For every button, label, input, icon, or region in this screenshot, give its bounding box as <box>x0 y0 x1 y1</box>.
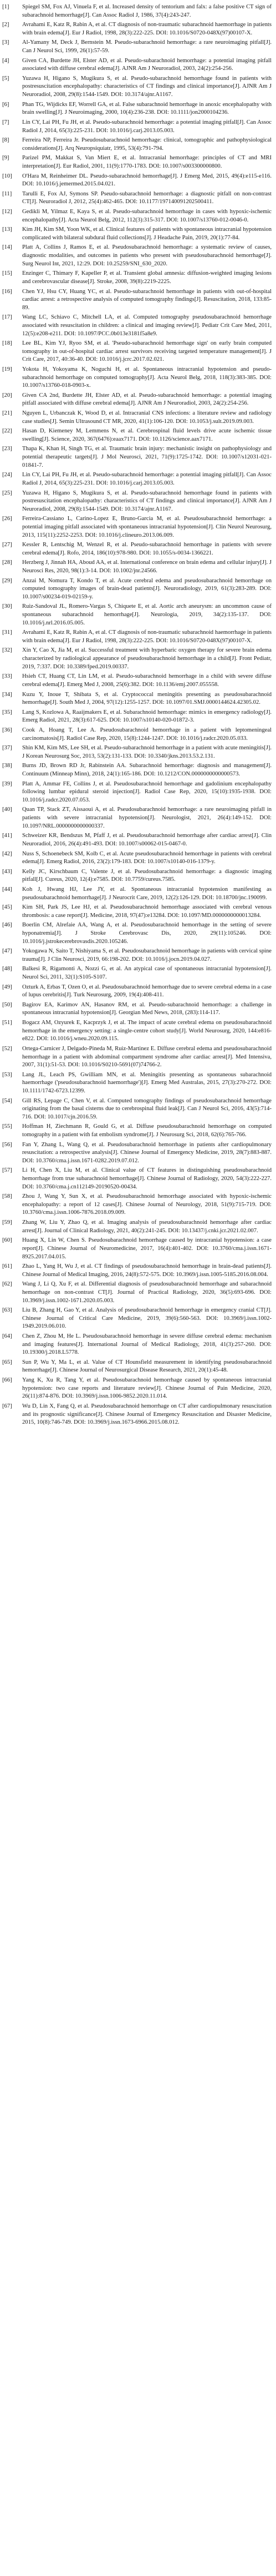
reference-text: Shin KM, Kim MS, Lee SH, et al. Pseudo-subarachnoid hemorrhage in a patient with acute meningitis[J]. J Korean Neurosurg Soc, 2013, 53(2):131-133. DOI: 10.3340/jkns.2013.53.2.131. <box>22 745 272 759</box>
reference-number: [41] <box>2 833 12 839</box>
reference-item <box>2 154 272 170</box>
reference-item <box>2 832 272 848</box>
reference-number: [11] <box>2 190 12 197</box>
reference-number: [57] <box>2 1167 12 1174</box>
reference-number: [40] <box>2 806 12 813</box>
reference-number: [30] <box>2 603 12 610</box>
reference-item <box>2 392 272 408</box>
reference-number: [39] <box>2 780 12 787</box>
reference-text: Given CA 2nd, Burdette JH, Elster AD, et al. Pseudo-subarachnoid hemorrhage: a potential imaging pitfall associated with diffuse cerebral edema[J]. AJNR Am J Neuroradiol, 2003, 24(2):254-256. <box>22 392 272 407</box>
reference-text: Wang J, Li Q, Xu F, et al. Differential diagnosis of pseudosubarachnoid hemorrhage and subarachnoid hemorrhage on non-contrast CT[J]. Journal of Practical Radiology, 2020, 36(5):693-696. DOI: 10.3969/j.issn.1002-1671.2020.05.003. <box>22 1281 272 1304</box>
reference-item <box>2 1167 272 1191</box>
reference-number: [48] <box>2 966 12 972</box>
reference-item <box>2 806 272 830</box>
reference-text: Lee BL, Kim YJ, Ryoo SM, et al. 'Pseudo-subarachnoid hemorrhage sign' on early brain computed tomography in out-of-hospital cardiac arrest survivors receiving targeted temperature management[J]. J Crit Care, 2017, 40:36-40. DOI: 10.1016/j.jcrc.2017.02.021. <box>22 340 272 363</box>
reference-number: [32] <box>2 647 12 654</box>
reference-text: Hsieh CT, Huang CT, Lin LM, et al. Pseudo-subarachnoid hemorrhage in a child with severe diffuse cerebral edema[J]. Emerg Med J, 2008, 25(6):382. DOI: 10.1136/emj.2007.055558. <box>22 673 272 688</box>
reference-number: [23] <box>2 446 12 452</box>
reference-text: Kim SH, Park JS, Lee HJ, et al. Pseudosubarachnoid hemorrhage associated with cerebral venous thrombosis: a case report[J]. Medicine, 2018, 97(47):e13284. DOI: 10.1097/MD.0000000000013284. <box>22 904 272 919</box>
reference-text: Avrahami E, Katz R, Rabin A, et al. CT diagnosis of non-traumatic subarachnoid haemorrhage in patients with brain edema[J]. Eur J Radiol, 1998, 28(3):222-225. DOI: 10.1016/S0720-048X(97)00107-X. <box>22 22 272 36</box>
reference-number: [53] <box>2 1071 12 1078</box>
reference-item <box>2 850 272 866</box>
reference-text: Lin CY, Lai PH, Fu JH, et al. Pseudo-subarachnoid hemorrhage: a potential imaging pitfall[J]. Can Assoc Radiol J, 2014, 65(3):225-231. DOI: 10.1016/j.carj.2013.05.003. <box>22 472 272 486</box>
reference-item <box>2 75 272 99</box>
reference-text: Lang S, Kozlowa A, Raaijmakers E, et al. Subarachnoid hemorrhage: mimics in emergency radiology[J]. Emerg Radiol, 2021, 28(3):617-625. DOI: 10.1007/s10140-020-01872-3. <box>22 709 272 724</box>
reference-number: [61] <box>2 1263 12 1270</box>
reference-number: [46] <box>2 922 12 929</box>
reference-item <box>2 1281 272 1305</box>
reference-item <box>2 1001 272 1017</box>
reference-text: Gill RS, Lepage C, Chen V, et al. Computed tomography findings of pseudosubarachnoid hemorrhage originating from the basal cisterns due to cerebrospinal fluid leak[J]. Can J Neurol Sci, 2016, 43(5):714-716. DOI: 10.1017/cjn.2016.59. <box>22 1097 272 1120</box>
reference-text: Kelly JC, Kirschbaum C, Valente J, et al. Pseudosubarachnoid hemorrhage: a diagnostic imaging pitfall[J]. Cureus, 2020, 12(4):e7585. DOI: 10.7759/cureus.7585. <box>22 868 272 883</box>
reference-item <box>2 868 272 884</box>
reference-text: Enzinger C, Thimary F, Kapeller P, et al. Transient global amnesia: diffusion-weighted imaging lesions and cerebrovascular disease[J]. Stroke, 2008, 39(8):2219-2225. <box>22 270 272 285</box>
reference-number: [55] <box>2 1123 12 1130</box>
reference-item <box>2 709 272 725</box>
reference-text: Cook A, Hoang T, Lee A. Pseudosubarachnoid hemorrhage in a patient with leptomeningeal carcinomatosis[J]. Radiol Case Rep, 2020, 15(8):1244-1247. DOI: 10.1016/j.radcr.2020.05.033. <box>22 727 272 742</box>
reference-text: Sun P, Wu Y, Ma L, et al. Value of CT Hounsfield measurement in identifying pseudosubarachnoid hemorrhage[J]. Chinese Journal of Neurosurgical Disease Research, 2021, 20(1):45-48. <box>22 1359 272 1374</box>
reference-item <box>2 1219 272 1235</box>
reference-text: Kessler R, Lentschig M, Wenzel R, et al. Pseudo-subarachnoid hemorrhage in patients with severe cerebral edema[J]. Rofo, 2014, 186(10):978-980. DOI: 10.1055/s-0034-1366221. <box>22 542 272 556</box>
reference-item <box>2 629 272 645</box>
reference-item <box>2 190 272 206</box>
reference-number: [1] <box>2 4 9 10</box>
reference-text: Wu D, Lin X, Fang Q, et al. Pseudosubarachnoid hemorrhage on CT after cardiopulmonary resuscitation and its prognostic significance[J]. Chinese Journal of Emergency Resuscitation and Disaster Medicine, 2015, 10(8):746-749. DOI: 10.3969/j.issn.1673-6966.2015.08.012. <box>22 1403 272 1426</box>
reference-text: O'Hara M, Reinheimer DL. Pseudo-subarachnoid hemorrhage[J]. J Emerg Med, 2015, 49(4):e115-e116. DOI: 10.1016/j.jemermed.2015.04.021. <box>22 173 272 188</box>
reference-number: [21] <box>2 410 12 417</box>
reference-item <box>2 270 272 286</box>
reference-number: [51] <box>2 1020 12 1026</box>
reference-item <box>2 984 272 1000</box>
reference-text: Ortega-Carnicer J, Delgado-Pineda M, Ruiz-Martinez E. Diffuse cerebral edema and pseudosubarachnoid hemorrhage in a patient with abdominal compartment syndrome after cardiac arrest[J]. Med Intensiva, 2007, 31(1):51-53. DOI: 10.1016/S0210-5691(07)74766-2. <box>22 1045 272 1068</box>
reference-item <box>2 515 272 540</box>
reference-number: [15] <box>2 270 12 277</box>
reference-item <box>2 577 272 602</box>
reference-text: Huang X, Lin W, Chen S. Pseudosubarachnoid hemorrhage caused by intracranial hypotension: a case report[J]. Chinese Journal of Neuromedicine, 2017, 16(4):401-402. DOI: 10.3760/cma.j.issn.1671-8925.2017.04.015. <box>22 1237 272 1260</box>
reference-item <box>2 410 272 426</box>
reference-text: Nuss S, Schoenebeck SM, Kolb C, et al. Acute pseudosubarachnoid hemorrhage in patients with cerebral edema[J]. Emerg Radiol, 2016, 23(2):179-183. DOI: 10.1007/s10140-016-1379-y. <box>22 850 272 865</box>
reference-number: [25] <box>2 490 12 496</box>
reference-item <box>2 1193 272 1217</box>
reference-number: [59] <box>2 1219 12 1226</box>
reference-text: Ozturk A, Erbas T, Ozen O, et al. Pseudosubarachnoid hemorrhage due to severe cerebral edema in a case of lupus cerebritis[J]. Turk Neurosurg, 2009, 19(4):408-411. <box>22 984 272 999</box>
reference-text: Tarulli E, Fox AJ, Symons SP. Pseudo-subarachnoid hemorrhage: a diagnostic pitfall on non-contrast CT[J]. Neuroradiol J, 2012, 25(4):462-465. DOI: 10.1177/197140091202500411. <box>22 190 272 205</box>
reference-text: Kim JH, Kim SM, Yoon WK, et al. Clinical features of patients with spontaneous intracranial hypotension complicated with bilateral subdural fluid collections[J]. J Headache Pain, 2019, 20(1):77-84. <box>22 226 272 241</box>
reference-text: Lang JL, Leach PS, Gwilliam MN, et al. Meningitis presenting as spontaneous subarachnoid haemorrhage ('pseudosubarachnoid haemorrhage')[J]. Emerg Med Australas, 2015, 27(3):270-272. DOI: 10.1111/1742-6723.12399. <box>22 1071 272 1094</box>
reference-text: Hoffman H, Ziechmann R, Gould G, et al. Diffuse pseudosubarachnoid hemorrhage on computed tomography in a patient with fat embolism syndrome[J]. J Neurosurg Sci, 2018, 62(6):765-766. <box>22 1123 272 1138</box>
reference-item <box>2 1141 272 1166</box>
reference-item <box>2 1333 272 1357</box>
reference-text: Liu B, Zhang H, Gao Y, et al. Analysis of pseudosubarachnoid hemorrhage in emergency cranial CT[J]. Chinese Journal of Critical Care Medicine, 2019, 39(6):560-563. DOI: 10.3969/j.issn.1002-1949.2019.06.010. <box>22 1307 272 1330</box>
reference-number: [16] <box>2 288 12 295</box>
reference-item <box>2 366 272 390</box>
reference-number: [66] <box>2 1377 12 1384</box>
reference-text: Ruiz-Sandoval JL, Romero-Vargas S, Chiquete E, et al. Aortic arch aneurysm: an uncommon cause of spontaneous subarachnoid hemorrhage[J]. Neurologia, 2019, 34(2):135-137. DOI: 10.1016/j.nrl.2016.05.005. <box>22 603 272 626</box>
reference-number: [44] <box>2 886 12 893</box>
reference-number: [52] <box>2 1045 12 1052</box>
reference-number: [65] <box>2 1359 12 1365</box>
reference-list <box>2 3 272 1427</box>
reference-item <box>2 780 272 805</box>
reference-text: Hasan D, Kiemeney M, Lemmens N, et al. Cerebrospinal fluid levels drive acute ischemic tissue swelling[J]. Science, 2020, 367(6476):eaax7171. DOI: 10.1126/science.aax7171. <box>22 428 272 442</box>
reference-number: [56] <box>2 1141 12 1148</box>
reference-text: Wang LC, Schiavo C, Mitchell LA, et al. Computed tomography pseudosubarachnoid hemorrhage associated with resuscitation in children: a clinical and imaging review[J]. Pediatr Crit Care Med, 2011, 12(5):e208-e211. DOI: 10.1097/PCC.0b013e3181f5a8e9. <box>22 314 272 337</box>
reference-text: Gedikli M, Yilmaz E, Kaya S, et al. Pseudo-subarachnoid hemorrhage in cases with hypoxic-ischemic encephalopathy[J]. Acta Neurol Belg, 2012, 112(3):315-317. DOI: 10.1007/s13760-012-0046-0. <box>22 209 272 223</box>
reference-number: [7] <box>2 119 9 125</box>
reference-item <box>2 288 272 312</box>
reference-text: Zhao L, Yang H, Wu J, et al. CT findings of pseudosubarachnoid hemorrhage in brain-dead patients[J]. Chinese Journal of Medical Imaging, 2016, 24(8):572-575. DOI: 10.3969/j.issn.1005-5185.2016.08.004. <box>22 1263 272 1278</box>
reference-text: Boerlin CM, Alrefaie AA, Wang A, et al. Pseudosubarachnoid hemorrhage in the setting of severe hyponatremia[J]. J Stroke Cerebrovasc Dis, 2020, 29(11):105246. DOI: 10.1016/j.jstrokecerebrovasdis.2020.105246. <box>22 922 272 945</box>
reference-number: [67] <box>2 1403 12 1409</box>
reference-number: [13] <box>2 226 12 233</box>
reference-number: [8] <box>2 137 9 144</box>
reference-text: Given CA, Burdette JH, Elster AD, et al. Pseudo-subarachnoid hemorrhage: a potential imaging pitfall associated with diffuse cerebral edema[J]. AJNR Am J Neuroradiol, 2003, 24(2):254-256. <box>22 57 272 72</box>
reference-text: Burns JD, Brown RD Jr, Rabinstein AA. Subarachnoid hemorrhage: diagnosis and management[J]. Continuum (Minneap Minn), 2018, 24(1):165-186. DOI: 10.1212/CON.0000000000000573. <box>22 763 272 778</box>
reference-text: Yuzawa H, Higano S, Mugikura S, et al. Pseudo-subarachnoid hemorrhage found in patients with postresuscitation encephalopathy: characteristics of CT findings and clinical importance[J]. AJNR Am J Neuroradiol, 2008, 29(8):1544-1549. DOI: 10.3174/ajnr.A1167. <box>22 75 272 98</box>
reference-number: [20] <box>2 392 12 399</box>
reference-item <box>2 744 272 760</box>
reference-text: Yang K, Xu R, Tang Y, et al. Pseudosubarachnoid hemorrhage caused by spontaneous intracranial hypotension: two case reports and literature review[J]. Chinese Journal of Pain Medicine, 2020, 26(11):874-876. DOI: 10.3969/j.issn.1006-9852.2020.11.014. <box>22 1377 272 1400</box>
reference-number: [18] <box>2 340 12 347</box>
reference-item <box>2 1097 272 1122</box>
reference-text: Ferreira-Cassiano L, Carino-Lopez E, Bruno-Garcia M, et al. Pseudosubarachnoid hemorrhage: a potential imaging pitfall associated with spontaneous intracranial hypotension[J]. Clin Neurol Neurosurg, 2013, 115(11):2252-2253. DOI: 10.1016/j.clineuro.2013.06.009. <box>22 516 272 538</box>
reference-item <box>2 39 272 55</box>
reference-item <box>2 119 272 135</box>
reference-text: Zhou J, Wang Y, Sun X, et al. Pseudosubarachnoid hemorrhage associated with hypoxic-ischemic encephalopathy: a report of 12 cases[J]. Chinese Journal of Neurology, 2018, 51(9):715-719. DOI: 10.3760/cma.j.issn.1006-7876.2018.09.009. <box>22 1193 272 1216</box>
reference-number: [45] <box>2 904 12 911</box>
reference-text: Yuzawa H, Higano S, Mugikura S, et al. Pseudo-subarachnoid hemorrhage found in patients with postresuscitation encephalopathy: characteristics of CT findings and clinical importance[J]. AJNR Am J Neuroradiol, 2008, 29(8):1544-1549. DOI: 10.3174/ajnr.A1167. <box>22 490 272 512</box>
reference-number: [42] <box>2 850 12 857</box>
reference-item <box>2 603 272 627</box>
reference-text: Parizel PM, Makkat S, Van Miert E, et al. Intracranial hemorrhage: principles of CT and MRI interpretation[J]. Eur Radiol, 2001, 11(9):1770-1783. DOI: 10.1007/s003300000800. <box>22 155 272 169</box>
reference-text: Avrahami E, Katz R, Rabin A, et al. CT diagnosis of non-traumatic subarachnoid haemorrhage in patients with brain edema[J]. Eur J Radiol, 1998, 28(3):222-225. DOI: 10.1016/S0720-048X(97)00107-X. <box>22 629 272 644</box>
reference-item <box>2 244 272 268</box>
reference-text: Phan TG, Wijdicks EF, Worrell GA, et al. False subarachnoid hemorrhage in anoxic encephalopathy with brain swelling[J]. J Neuroimaging, 2000, 10(4):236-238. DOI: 10.1111/jon2000104236. <box>22 101 272 116</box>
reference-item <box>2 1263 272 1279</box>
reference-item <box>2 1123 272 1139</box>
reference-number: [28] <box>2 559 12 566</box>
reference-text: Yokogawa N, Saito T, Nishiyama S, et al. Pseudosubarachnoid hemorrhage in patients with cervical spine trauma[J]. J Clin Neurosci, 2019, 66:198-202. DOI: 10.1016/j.jocn.2019.04.027. <box>22 948 272 962</box>
reference-item <box>2 559 272 575</box>
reference-text: Chen YJ, Hsu CY, Huang YC, et al. Pseudo-subarachnoid hemorrhage in patients with out-of-hospital cardiac arrest: a retrospective analysis of computed tomography findings[J]. Resuscitation, 2018, 133:85-89. <box>22 288 272 311</box>
reference-number: [24] <box>2 472 12 478</box>
reference-number: [6] <box>2 101 9 108</box>
reference-text: Schweizer KR, Bendszus M, Pfaff J, et al. Pseudosubarachnoid hemorrhage after cardiac arrest[J]. Clin Neuroradiol, 2016, 26(4):491-493. DOI: 10.1007/s00062-015-0467-0. <box>22 833 272 847</box>
reference-number: [10] <box>2 173 12 179</box>
reference-item <box>2 541 272 557</box>
reference-item <box>2 1307 272 1331</box>
reference-number: [58] <box>2 1193 12 1200</box>
reference-item <box>2 727 272 743</box>
reference-item <box>2 21 272 37</box>
reference-text: Zhang W, Liu Y, Zhao Q, et al. Imaging analysis of pseudosubarachnoid hemorrhage after cardiac arrest[J]. Journal of Clinical Radiology, 2021, 40(2):241-245. DOI: 10.13437/j.cnki.jcr.2021.02.007. <box>22 1219 272 1234</box>
reference-item <box>2 921 272 946</box>
reference-item <box>2 427 272 443</box>
reference-item <box>2 904 272 920</box>
reference-item <box>2 1071 272 1096</box>
reference-item <box>2 137 272 153</box>
reference-item <box>2 490 272 514</box>
reference-text: Nguyen L, Urbanczak K, Wood D, et al. Intracranial CNS infections: a literature review and radiology case studies[J]. Semin Ultrasound CT MR, 2020, 41(1):106-120. DOI: 10.1053/j.sult.2019.09.003. <box>22 410 272 425</box>
reference-item <box>2 314 272 338</box>
reference-number: [60] <box>2 1237 12 1244</box>
reference-text: Ferreira NP, Ferreira Jr. Pseudosubarachnoid hemorrhage: clinical, tomographic and pathophysiological considerations[J]. Arq Neuropsiquiatr, 1995, 53(4):791-794. <box>22 137 272 152</box>
reference-number: [38] <box>2 763 12 769</box>
reference-number: [27] <box>2 542 12 548</box>
reference-number: [35] <box>2 709 12 715</box>
reference-item <box>2 1237 272 1261</box>
reference-item <box>2 1019 272 1043</box>
reference-item <box>2 673 272 689</box>
reference-number: [49] <box>2 984 12 990</box>
reference-text: Platt A, Ammar FE, Collins J, et al. Pseudosubarachnoid hemorrhage and gadolinium encephalopathy following lumbar epidural steroid injection[J]. Radiol Case Rep, 2020, 15(10):1935-1938. DOI: 10.1016/j.radcr.2020.07.053. <box>22 780 272 803</box>
reference-text: Bagirov EA, Karimov AN, Hasanov RM, et al. Pseudo-subarachnoid hemorrhage: a challenge in spontaneous intracranial hypotension[J]. Georgian Med News, 2018, (283):114-117. <box>22 1001 272 1016</box>
reference-item <box>2 762 272 778</box>
reference-item <box>2 1045 272 1070</box>
reference-item <box>2 340 272 364</box>
reference-number: [4] <box>2 57 9 64</box>
reference-number: [47] <box>2 948 12 955</box>
reference-number: [26] <box>2 516 12 522</box>
reference-number: [14] <box>2 244 12 251</box>
reference-text: Balkesi R, Rigamonti A, Nozzi G, et al. An atypical case of spontaneous intracranial hypotension[J]. Neurol Sci, 2011, 32(1):S105-S107. <box>22 966 272 981</box>
reference-item <box>2 3 272 19</box>
reference-text: Platt A, Collins J, Ramos E, et al. Pseudosubarachnoid hemorrhage: a systematic review of causes, diagnostic modalities, and outcomes in patients who present with pseudosubarachnoid hemorrhage[J]. Surg Neurol Int, 2021, 12:29. DOI: 10.25259/SNI_630_2020. <box>22 244 272 267</box>
reference-number: [12] <box>2 209 12 215</box>
reference-number: [33] <box>2 673 12 680</box>
reference-number: [50] <box>2 1001 12 1008</box>
reference-item <box>2 965 272 981</box>
reference-item <box>2 173 272 189</box>
reference-number: [54] <box>2 1097 12 1104</box>
reference-item <box>2 1377 272 1401</box>
reference-text: Spiegel SM, Fox AJ, Vinuela F, et al. Increased density of tentorium and falx: a false positive CT sign of subarachnoid hemorrhage[J]. Can Assoc Radiol J, 1986, 37(4):243-247. <box>22 4 272 18</box>
reference-item <box>2 57 272 73</box>
reference-item <box>2 1403 272 1427</box>
reference-number: [29] <box>2 577 12 584</box>
reference-number: [62] <box>2 1281 12 1288</box>
reference-text: Al-Yamany M, Deck J, Bernstein M. Pseudo-subarachnoid hemorrhage: a rare neuroimaging pitfall[J]. Can J Neurol Sci, 1999, 26(1):57-59. <box>22 39 272 54</box>
reference-item <box>2 445 272 470</box>
reference-text: Li H, Chen X, Liu M, et al. Clinical value of CT features in distinguishing pseudosubarachnoid hemorrhage from true subarachnoid hemorrhage[J]. Chinese Journal of Radiology, 2020, 54(3):222-227. DOI: 10.3760/cma.j.cn112149-20190520-00434. <box>22 1167 272 1190</box>
reference-number: [9] <box>2 155 9 162</box>
reference-item <box>2 101 272 117</box>
reference-item <box>2 886 272 902</box>
reference-text: Chen Z, Zhou M, He L. Pseudosubarachnoid hemorrhage in severe diffuse cerebral edema: mechanism and imaging features[J]. International Journal of Medical Radiology, 2018, 41(3):257-260. DOI: 10.19300/j.2018.L5778. <box>22 1333 272 1356</box>
reference-text: Lin CY, Lai PH, Fu JH, et al. Pseudo-subarachnoid hemorrhage: a potential imaging pitfall[J]. Can Assoc Radiol J, 2014, 65(3):225-231. DOI: 10.1016/j.carj.2013.05.003. <box>22 119 272 134</box>
reference-item <box>2 1359 272 1375</box>
reference-text: Yokota H, Yokoyama K, Noguchi H, et al. Spontaneous intracranial hypotension and pseudo-subarachnoid hemorrhage on computed tomography[J]. Acta Neurol Belg, 2018, 118(3):383-385. DOI: 10.1007/s13760-018-0903-x. <box>22 366 272 389</box>
reference-number: [5] <box>2 75 9 82</box>
reference-item <box>2 471 272 487</box>
reference-number: [37] <box>2 745 12 752</box>
reference-item <box>2 208 272 224</box>
reference-number: [3] <box>2 39 9 46</box>
reference-number: [36] <box>2 727 12 733</box>
reference-text: Fan Y, Zhang L, Wang Q, et al. Pseudosubarachnoid hemorrhage in patients after cardiopulmonary resuscitation: a retrospective analysis[J]. Chinese Journal of Emergency Medicine, 2019, 28(7):883-887. DOI: 10.3760/cma.j.issn.1671-0282.2019.07.012. <box>22 1141 272 1164</box>
reference-number: [22] <box>2 428 12 435</box>
reference-item <box>2 647 272 671</box>
reference-number: [17] <box>2 314 12 321</box>
reference-text: Xin Y, Cao X, Jia M, et al. Successful treatment with hyperbaric oxygen therapy for severe brain edema characterized by radiological appearance of pseudosubarachnoid hemorrhage in a child[J]. Front Pediatr, 2019, 7:337. DOI: 10.3389/fped.2019.00337. <box>22 647 272 670</box>
reference-text: Quan TP, Stack ZT, Aissaoui A, et al. Pseudosubarachnoid hemorrhage: a rare neuroimaging pitfall in patients with severe intracranial hypotension[J]. Neurologist, 2021, 26(4):149-152. DOI: 10.1097/NRL.0000000000000337. <box>22 806 272 829</box>
reference-number: [63] <box>2 1307 12 1314</box>
reference-text: Bogacz AM, Ozyurek E, Kacprzyk J, et al. The impact of acute cerebral edema on pseudosubarachnoid hemorrhage in the emergency setting: a single-centre cohort study[J]. World Neurosurg, 2020, 144:e816-e822. DOI: 10.1016/j.wneu.2020.09.115. <box>22 1020 272 1042</box>
reference-text: Herzberg J, Jinnah HA, Aboud AA, et al. International conference on brain edema and cellular injury[J]. J Neurosci Res, 2020, 98(1):3-14. DOI: 10.1002/jnr.24566. <box>22 559 272 574</box>
reference-text: Anzai M, Nomura T, Kondo T, et al. Acute cerebral edema and pseudosubarachnoid hemorrhage on computed tomography images of brain-dead patients[J]. Neuroradiology, 2019, 61(3):283-289. DOI: 10.1007/s00234-019-02159-y. <box>22 577 272 600</box>
reference-text: Koh J, Hwang HJ, Lee JY, et al. Spontaneous intracranial hypotension manifesting as pseudosubarachnoid hemorrhage[J]. J Neurocrit Care, 2019, 12(2):126-129. DOI: 10.18700/jnc.190099. <box>22 886 272 901</box>
reference-number: [64] <box>2 1333 12 1340</box>
reference-item <box>2 691 272 707</box>
reference-number: [43] <box>2 868 12 875</box>
reference-item <box>2 947 272 964</box>
reference-number: [2] <box>2 22 9 28</box>
reference-item <box>2 226 272 242</box>
reference-text: Kuzu Y, Inoue T, Shibata S, et al. Cryptococcal meningitis presenting as pseudosubarachnoid hemorrhage[J]. South Med J, 2004, 97(12):1255-1257. DOI: 10.1097/01.SMJ.0000144624.42305.02. <box>22 691 272 706</box>
reference-number: [31] <box>2 629 12 636</box>
reference-number: [19] <box>2 366 12 372</box>
reference-text: Thapa K, Khan H, Singh TG, et al. Traumatic brain injury: mechanistic insight on pathophysiology and potential therapeutic targets[J]. J Mol Neurosci, 2021, 71(9):1725-1742. DOI: 10.1007/s12031-021-01841-7. <box>22 446 272 468</box>
reference-number: [34] <box>2 691 12 698</box>
